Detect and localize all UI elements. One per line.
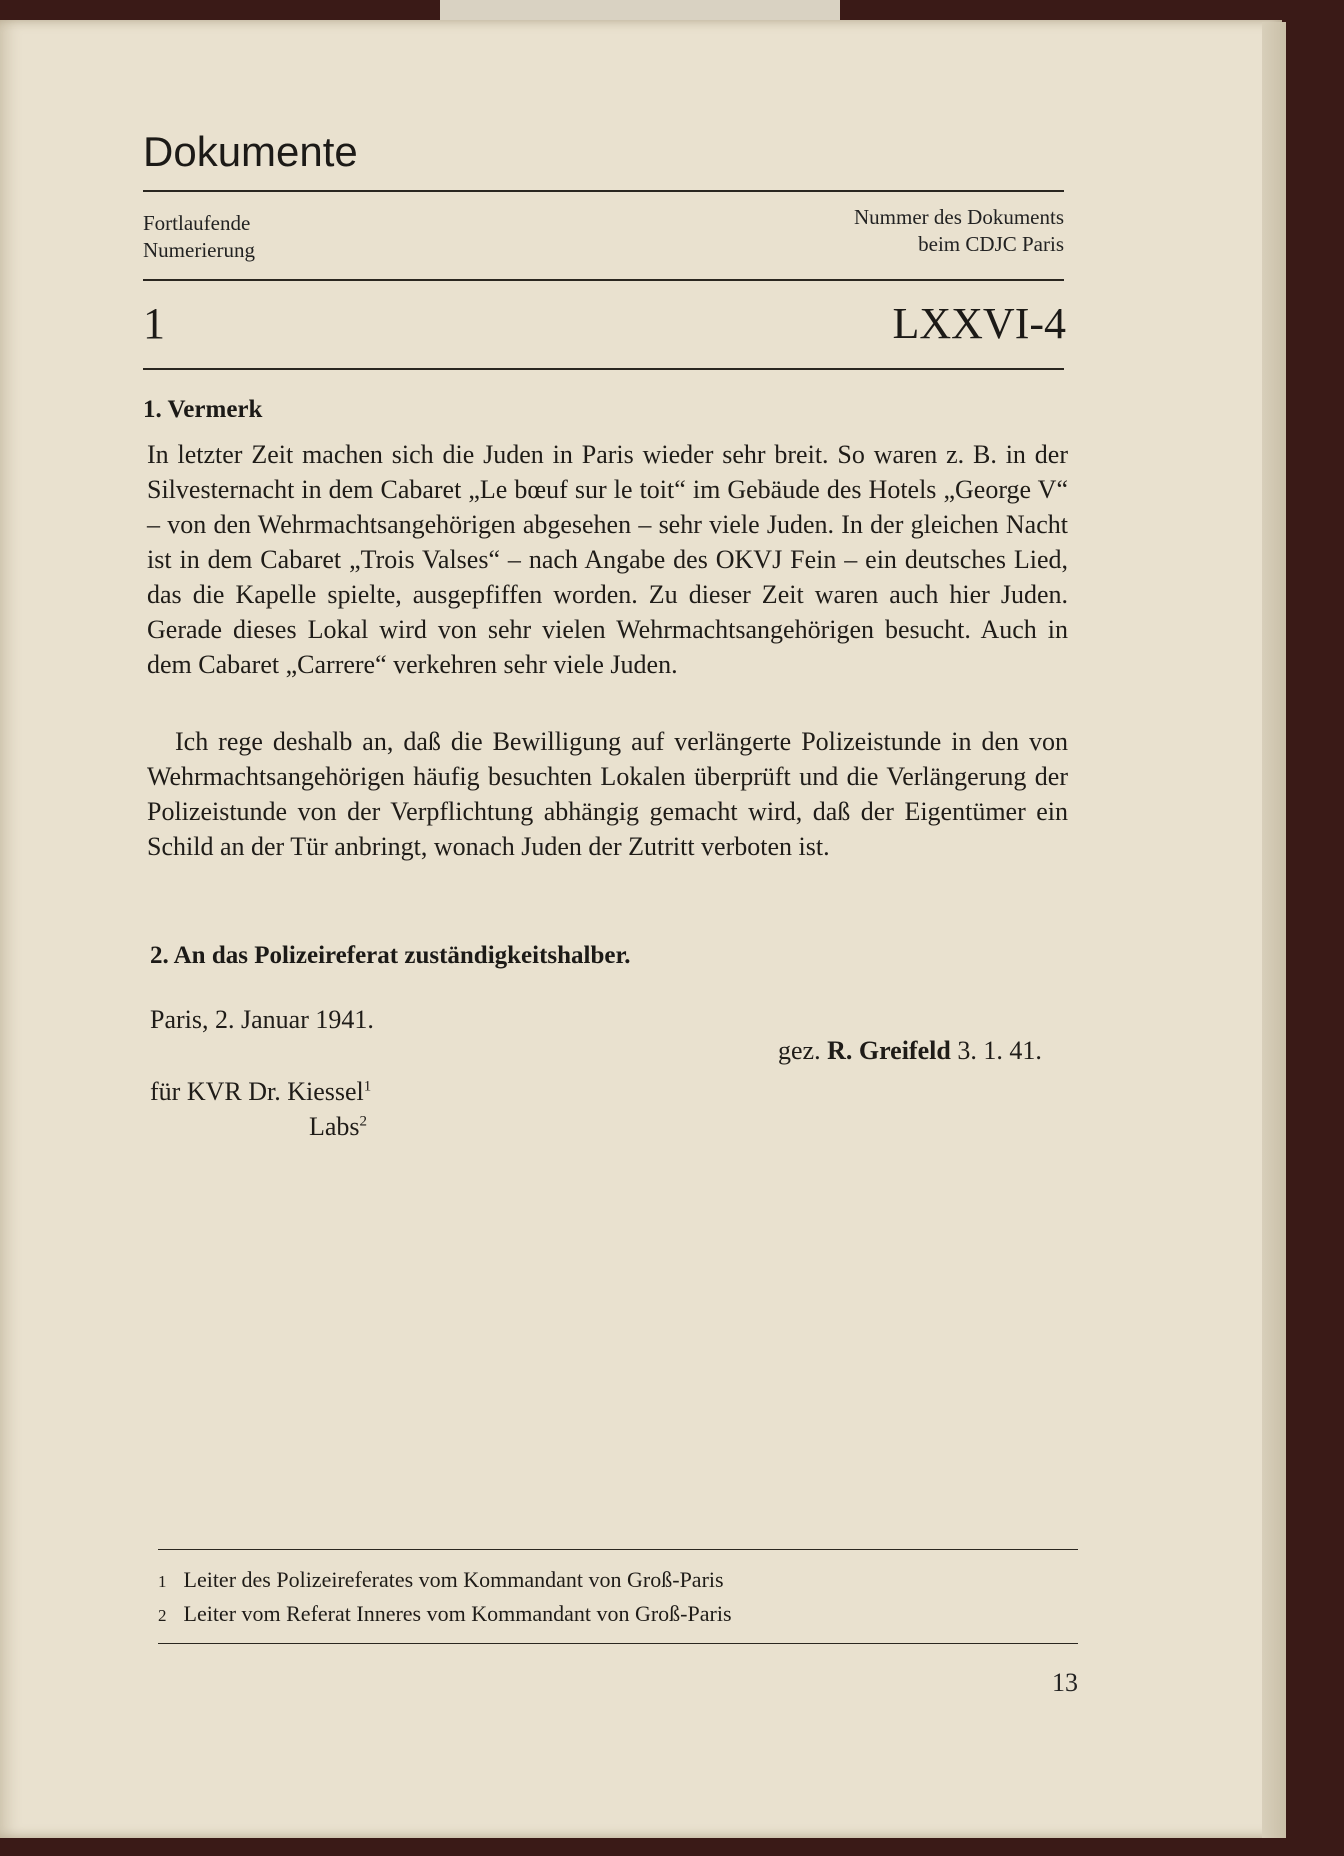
gez-date: 3. 1. 41. <box>957 1036 1042 1065</box>
document-page <box>0 20 1282 1838</box>
page-edge <box>1262 22 1286 1838</box>
fuer-footnote-ref: 1 <box>363 1078 372 1095</box>
section2-heading: 2. An das Polizeireferat zuständigkeitshalber. <box>150 942 631 969</box>
cdjc-number: LXXVI-4 <box>892 299 1066 348</box>
footnote-1-text: Leiter des Polizeireferates vom Kommandant von Groß-Paris <box>183 1567 724 1592</box>
header-rule-middle <box>143 279 1064 281</box>
footnote-rule-top <box>158 1549 1078 1550</box>
section1-heading: 1. Vermerk <box>143 396 263 423</box>
labs-text: Labs <box>309 1112 360 1141</box>
footnote-2-text: Leiter vom Referat Inneres vom Kommandant von Groß-Paris <box>183 1601 732 1626</box>
header-title: Dokumente <box>143 128 358 175</box>
left-label-line2: Numerierung <box>143 238 255 262</box>
gez-prefix: gez. <box>778 1036 821 1065</box>
header-rule-bottom <box>143 368 1064 370</box>
footnote-1-number: 1 <box>158 1572 167 1591</box>
right-label-line1: Nummer des Dokuments <box>854 205 1064 229</box>
labs-footnote-ref: 2 <box>359 1113 368 1130</box>
fuer-text: für KVR Dr. Kiessel <box>150 1077 364 1106</box>
footnote-1 <box>158 1567 724 1593</box>
left-column-label <box>143 210 255 264</box>
labs-line <box>309 1112 367 1142</box>
gez-signature <box>778 1036 1042 1066</box>
gez-name: R. Greifeld <box>827 1036 951 1065</box>
place-date: Paris, 2. Januar 1941. <box>150 1005 374 1034</box>
footnote-2 <box>158 1601 732 1627</box>
section1-paragraph1: In letzter Zeit machen sich die Juden in Paris wieder sehr breit. So waren z. B. in der Silvesternacht in dem Cabaret „Le bœuf sur le toit“ im Gebäude des Hotels „George V“ – von den Wehrmachtsangehörigen abgesehen – sehr viele Juden. In der gleichen Nacht ist in dem Cabaret „Trois Valses“ – nach Angabe des OKVJ Fein – ein deutsches Lied, das die Kapelle spielte, ausgepfiffen worden. Zu dieser Zeit waren auch hier Juden. Gerade dieses Lokal wird von sehr vielen Wehrmachtsangehörigen besucht. Auch in dem Cabaret „Carrere“ verkehren sehr viele Juden. <box>147 440 1068 679</box>
running-number: 1 <box>143 299 165 348</box>
footnote-rule-bottom <box>158 1643 1078 1644</box>
fuer-line <box>150 1077 371 1107</box>
right-column-label <box>854 204 1064 258</box>
header-rule-top <box>143 190 1064 192</box>
paragraph2-text: Ich rege deshalb an, daß die Bewilligung auf verlängerte Polizeistunde in den von Wehrmachtsangehörigen häufig besuchten Lokalen überprüft und die Verlängerung der Polizeistunde von der Verpflichtung abhängig gemacht wird, daß der Eigentümer ein Schild an der Tür anbringt, wonach Juden der Zutritt verboten ist. <box>147 727 1068 861</box>
page-number: 13 <box>1052 1668 1078 1697</box>
section1-paragraph2 <box>147 724 1068 864</box>
footnote-2-number: 2 <box>158 1606 167 1625</box>
left-label-line1: Fortlaufende <box>143 211 251 235</box>
right-label-line2: beim CDJC Paris <box>918 232 1064 256</box>
